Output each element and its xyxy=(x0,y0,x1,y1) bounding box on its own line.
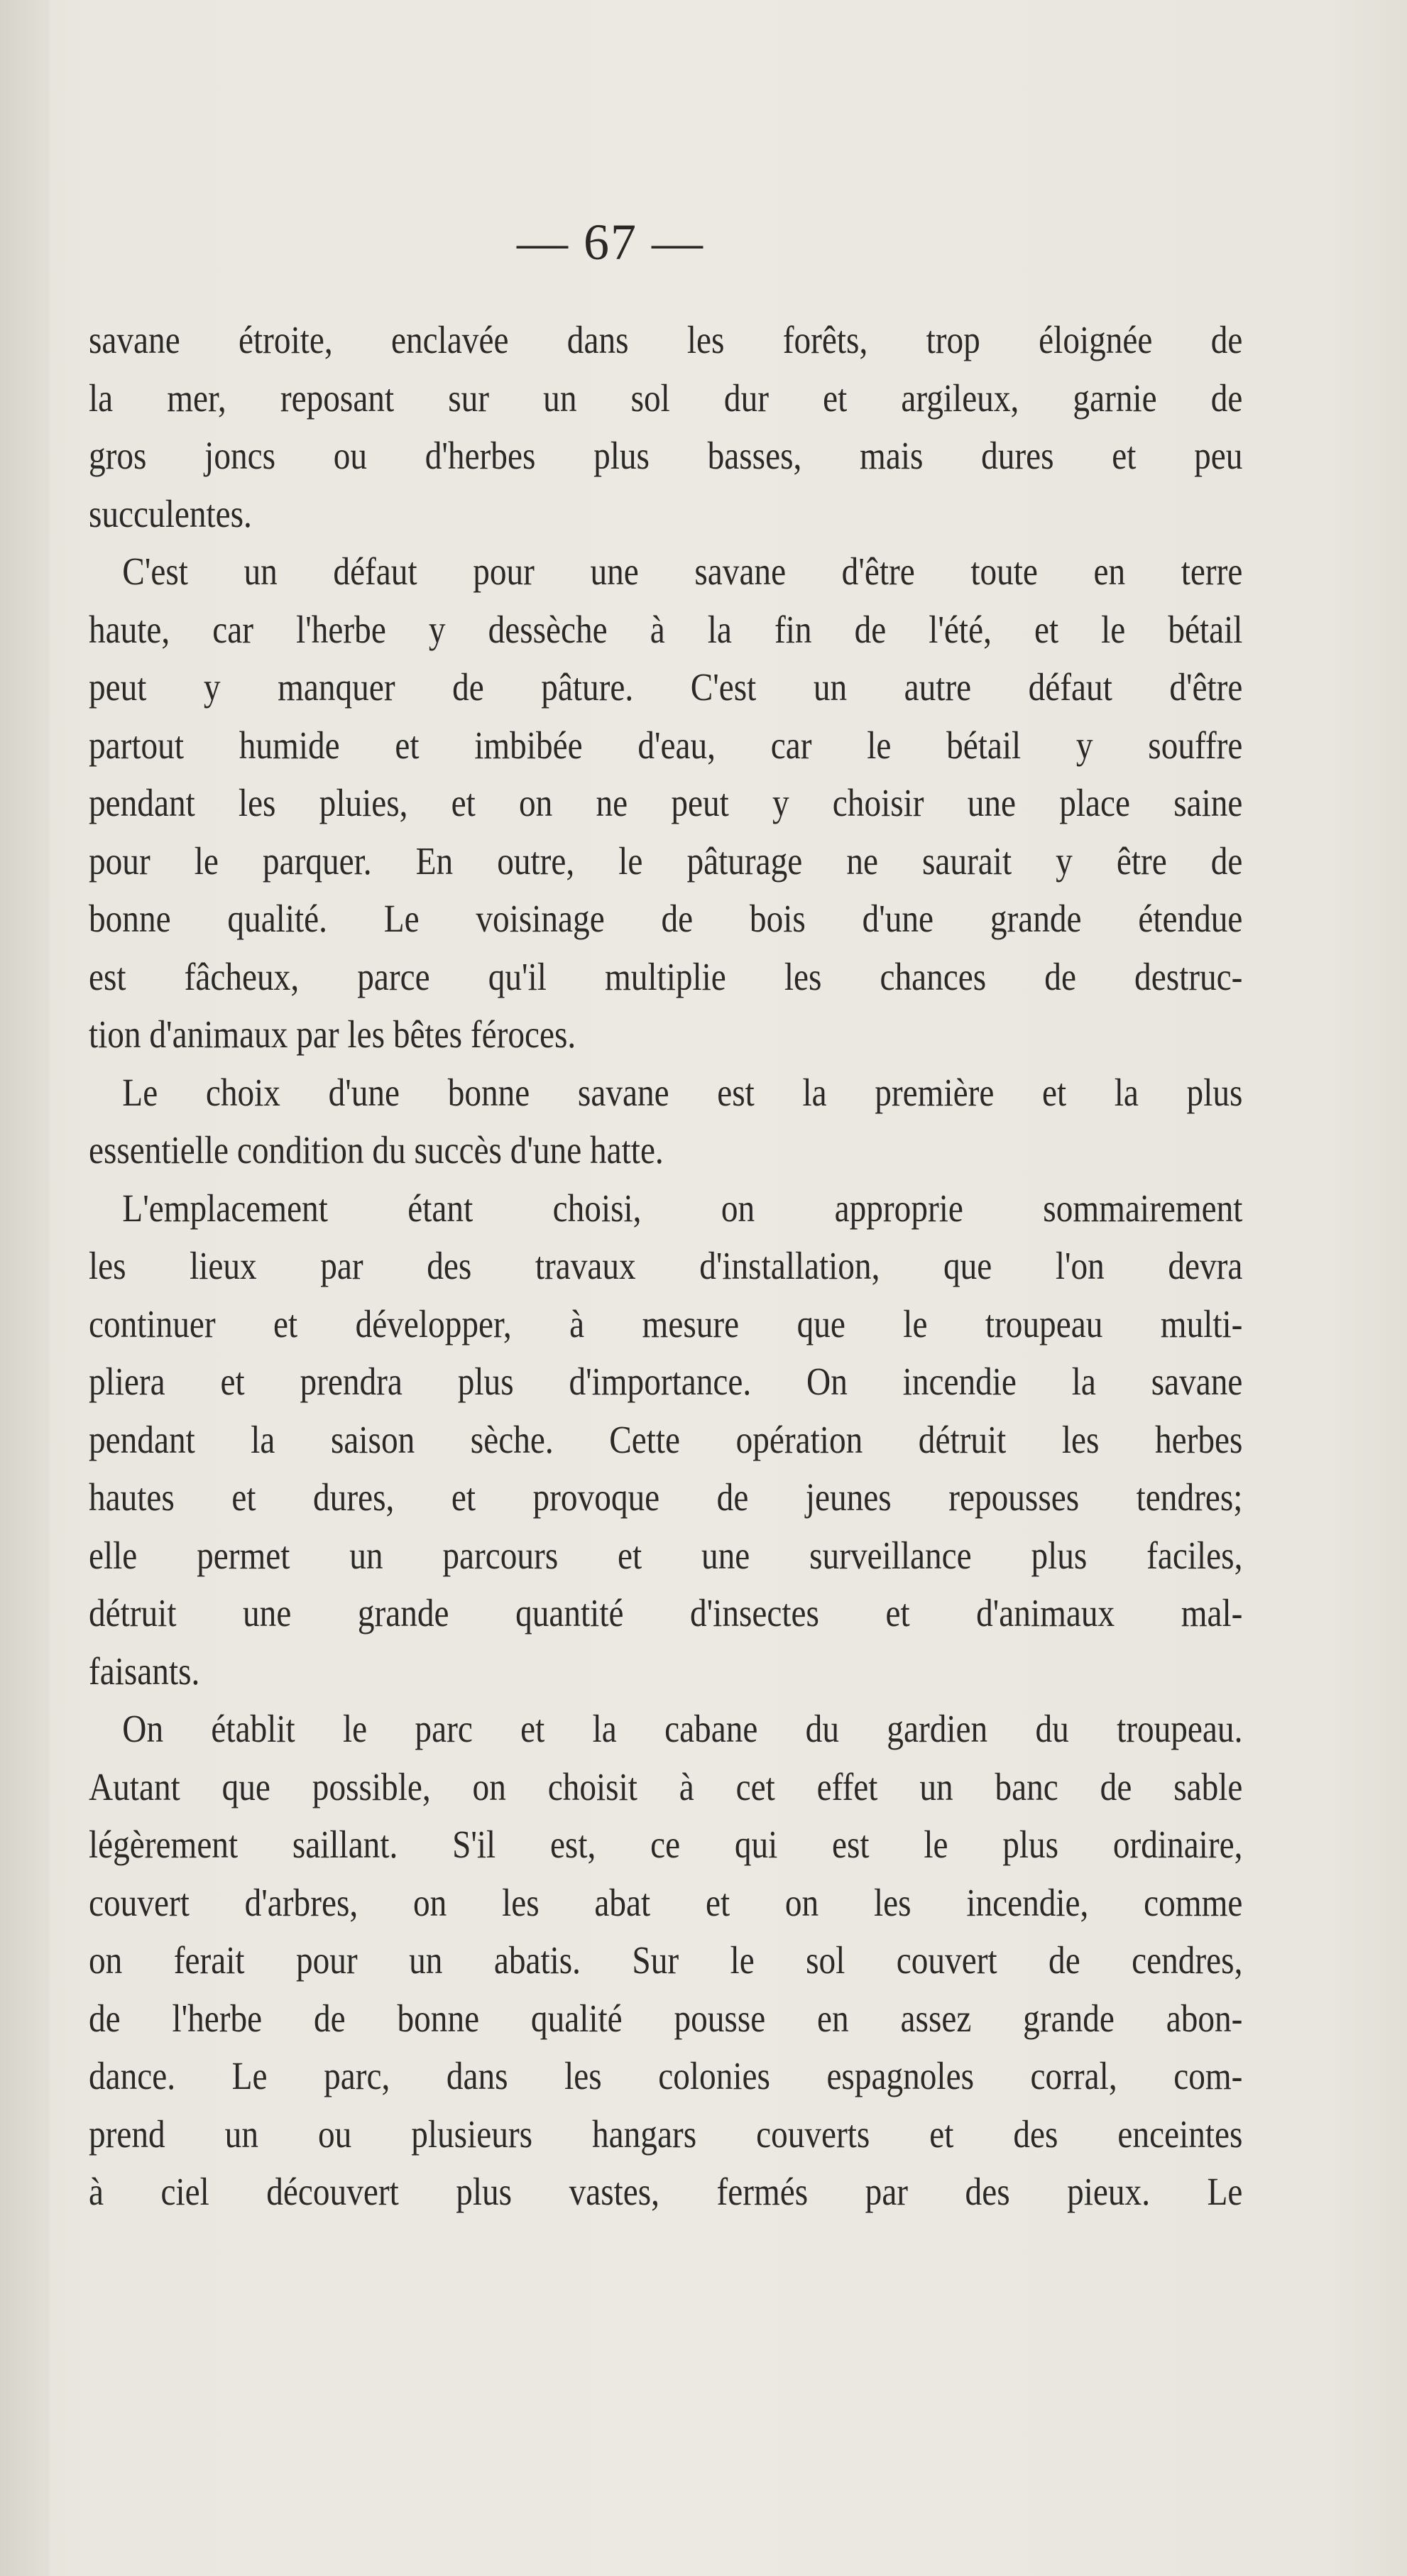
text-line: savane étroite, enclavée dans les forêts, trop éloignée de xyxy=(89,318,1243,361)
text-line: elle permet un parcours et une surveillance plus faciles, xyxy=(89,1533,1243,1577)
text-line: à ciel découvert plus vastes, fermés par des pieux. Le xyxy=(89,2170,1243,2213)
text-line: partout humide et imbibée d'eau, car le bétail y souffre xyxy=(89,723,1243,767)
text-line: L'emplacement étant choisi, on approprie sommairement xyxy=(122,1186,1243,1230)
text-line: prend un ou plusieurs hangars couverts et des enceintes xyxy=(89,2112,1243,2156)
page-gutter xyxy=(0,0,50,2576)
text-line: pliera et prendra plus d'importance. On incendie la savane xyxy=(89,1360,1243,1403)
text-line: est fâcheux, parce qu'il multiplie les chances de destruc- xyxy=(89,954,1243,998)
text-line: faisants. xyxy=(89,1649,200,1693)
text-line: pendant la saison sèche. Cette opération détruit les herbes xyxy=(89,1417,1243,1461)
text-line: Autant que possible, on choisit à cet effet un banc de sable xyxy=(89,1764,1243,1808)
text-line: C'est un défaut pour une savane d'être toute en terre xyxy=(122,550,1243,593)
text-line: on ferait pour un abatis. Sur le sol couvert de cendres, xyxy=(89,1938,1243,1982)
text-line: de l'herbe de bonne qualité pousse en assez grande abon- xyxy=(89,1996,1243,2040)
text-line: couvert d'arbres, on les abat et on les incendie, comme xyxy=(89,1880,1243,1924)
text-line: les lieux par des travaux d'installation, que l'on devra xyxy=(89,1244,1243,1287)
body-text xyxy=(89,311,1243,2221)
text-line: pendant les pluies, et on ne peut y choisir une place saine xyxy=(89,781,1243,824)
text-line: Le choix d'une bonne savane est la première et la plus xyxy=(122,1070,1243,1114)
text-line: pour le parquer. En outre, le pâturage ne saurait y être de xyxy=(89,839,1243,883)
text-line: succulentes. xyxy=(89,491,252,535)
text-line: détruit une grande quantité d'insectes et d'animaux mal- xyxy=(89,1591,1243,1634)
page-number: — 67 — xyxy=(517,214,704,271)
text-line: dance. Le parc, dans les colonies espagnoles corral, com- xyxy=(89,2054,1243,2097)
text-line: continuer et développer, à mesure que le troupeau multi- xyxy=(89,1301,1243,1346)
text-line: essentielle condition du succès d'une hatte. xyxy=(89,1128,664,1172)
text-line: hautes et dures, et provoque de jeunes repousses tendres; xyxy=(89,1475,1243,1519)
text-line: tion d'animaux par les bêtes féroces. xyxy=(89,1013,576,1056)
text-line: On établit le parc et la cabane du gardien du troupeau. xyxy=(122,1707,1243,1750)
text-line: gros joncs ou d'herbes plus basses, mais dures et peu xyxy=(89,434,1243,477)
text-line: bonne qualité. Le voisinage de bois d'une grande étendue xyxy=(89,897,1243,940)
text-line: la mer, reposant sur un sol dur et argileux, garnie de xyxy=(89,376,1243,420)
text-line: légèrement saillant. S'il est, ce qui est le plus ordinaire, xyxy=(89,1823,1243,1866)
text-line: haute, car l'herbe y dessèche à la fin de l'été, et le bétail xyxy=(89,607,1243,651)
text-line: peut y manquer de pâture. C'est un autre défaut d'être xyxy=(89,665,1243,709)
